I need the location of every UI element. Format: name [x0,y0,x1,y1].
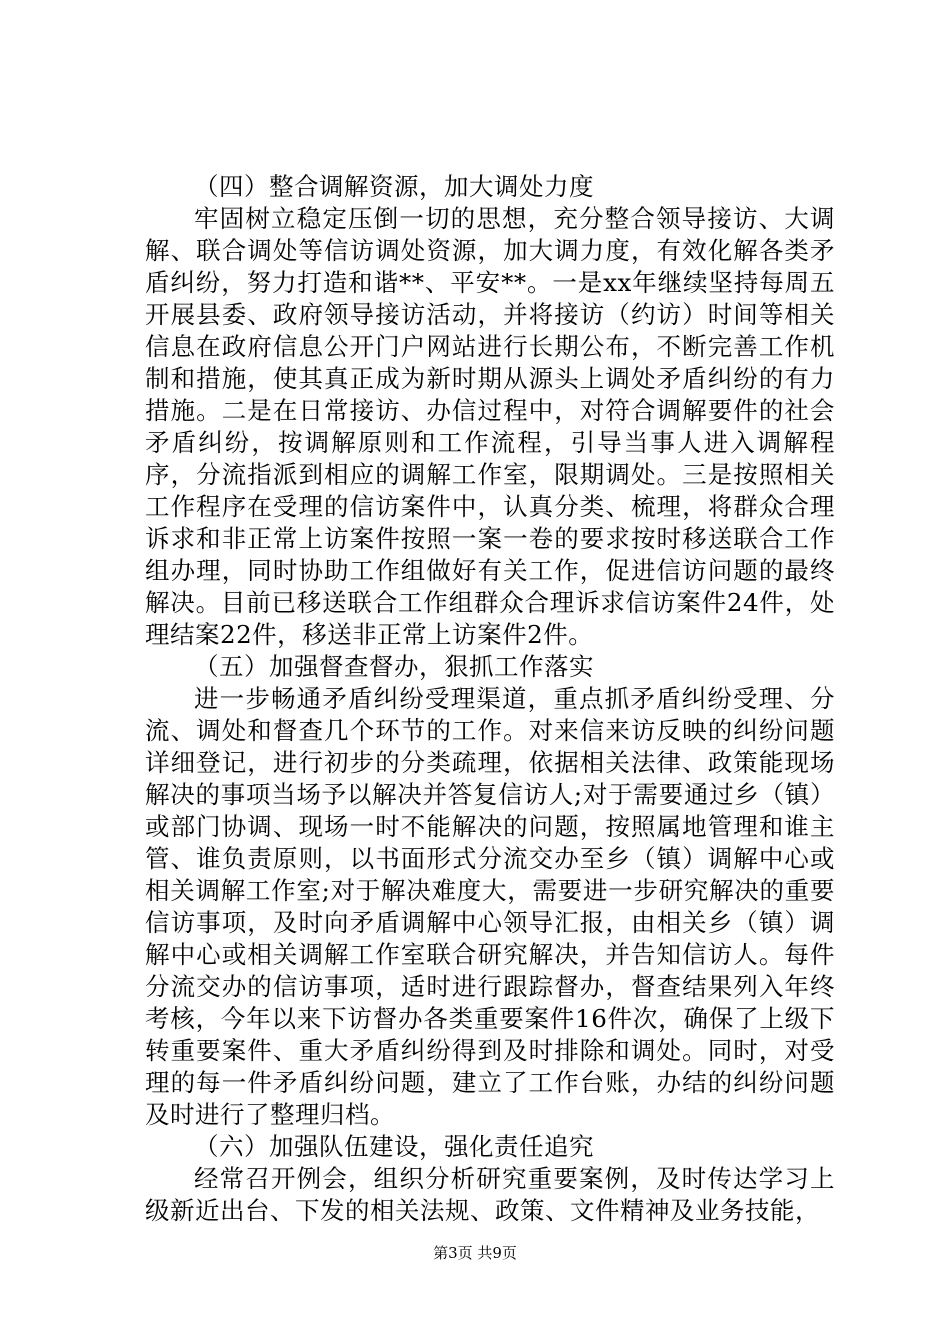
page-number-footer: 第3页 共9页 [433,1244,517,1262]
body-paragraph: 经常召开例会，组织分析研究重要案例，及时传达学习上级新近出台、下发的相关法规、政策、文件精神及业务技能， [145,1164,835,1225]
section-heading-5: （五）加强督查督办，狠抓工作落实 [194,652,594,681]
section-heading-4: （四）整合调解资源，加大调处力度 [194,172,594,201]
body-paragraph: 牢固树立稳定压倒一切的思想，充分整合领导接访、大调解、联合调处等信访调处资源，加大调力度，有效化解各类矛盾纠纷，努力打造和谐**、平安**。一是xx年继续坚持每周五开展县委、政府领导接访活动，并将接访（约访）时间等相关信息在政府信息公开门户网站进行长期公布，不断完善工作机制和措施，使其真正成为新时期从源头上调处矛盾纠纷的有力措施。二是在日常接访、办信过程中，对符合调解要件的社会矛盾纠纷，按调解原则和工作流程，引导当事人进入调解程序，分流指派到相应的调解工作室，限期调处。三是按照相关工作程序在受理的信访案件中，认真分类、梳理，将群众合理诉求和非正常上访案件按照一案一卷的要求按时移送联合工作组办理，同时协助工作组做好有关工作，促进信访问题的最终解决。目前已移送联合工作组群众合理诉求信访案件24件，处理结案22件，移送非正常上访案件2件。 [145,204,835,649]
section-heading-6: （六）加强队伍建设，强化责任追究 [194,1132,594,1161]
document-body [145,171,835,1227]
body-paragraph: 进一步畅通矛盾纠纷受理渠道，重点抓矛盾纠纷受理、分流、调处和督查几个环节的工作。对来信来访反映的纠纷问题详细登记，进行初步的分类疏理，依据相关法律、政策能现场解决的事项当场予以解决并答复信访人;对于需要通过乡（镇）或部门协调、现场一时不能解决的问题，按照属地管理和谁主管、谁负责原则，以书面形式分流交办至乡（镇）调解中心或相关调解工作室;对于解决难度大，需要进一步研究解决的重要信访事项，及时向矛盾调解中心领导汇报，由相关乡（镇）调解中心或相关调解工作室联合研究解决，并告知信访人。每件分流交办的信访事项，适时进行跟踪督办，督查结果列入年终考核，今年以来下访督办各类重要案件16件次，确保了上级下转重要案件、重大矛盾纠纷得到及时排除和调处。同时，对受理的每一件矛盾纠纷问题，建立了工作台账，办结的纠纷问题及时进行了整理归档。 [145,684,835,1129]
